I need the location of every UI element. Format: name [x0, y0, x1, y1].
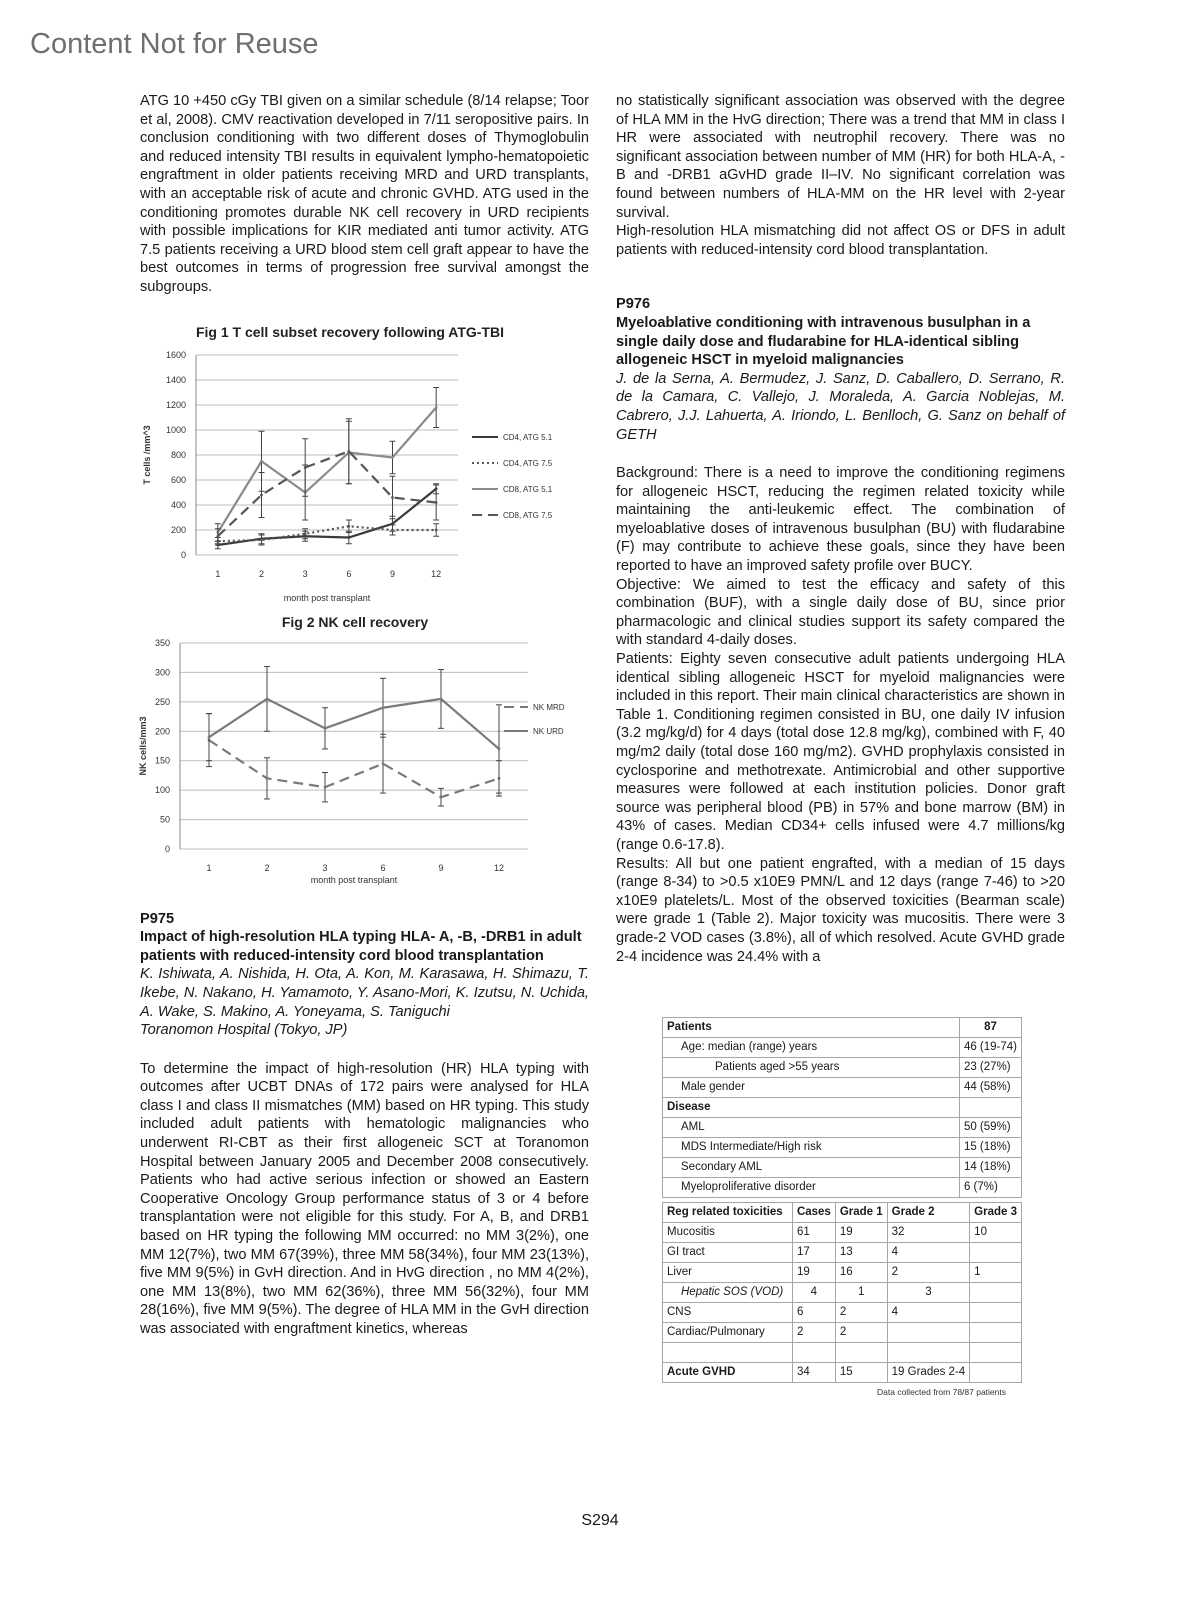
table2-header-row — [663, 1203, 1022, 1223]
y-tick-label: 350 — [154, 637, 170, 648]
data-point — [391, 528, 394, 531]
data-point — [260, 538, 263, 541]
legend-label: CD8, ATG 5.1 — [503, 484, 553, 494]
chart-fig1 — [140, 323, 553, 613]
x-tick-label: 6 — [346, 568, 352, 579]
table2-cell: 34 — [792, 1363, 835, 1383]
abstract-title-p975: Impact of high-resolution HLA typing HLA- A, -B, -DRB1 in adult patients with reduced-intensity cord blood transplantation — [140, 929, 582, 964]
table2-cell — [970, 1303, 1022, 1323]
y-tick-label: 800 — [170, 449, 186, 460]
y-tick-label: 50 — [159, 814, 170, 825]
table-note: Data collected from 78/87 patients — [877, 1387, 1006, 1397]
x-tick-label: 3 — [322, 862, 328, 873]
table1-row — [663, 1158, 1022, 1178]
abstract-body-p975: To determine the impact of high-resolution (HR) HLA typing with outcomes after UCBT DNAs of 172 pairs were analysed for HLA class I and class II mismatches (MM) based on HR typing. This study included adult patients with hematologic malignancies who underwent RI-CBT as their first allogeneic SCT at Toranomon Hospital between January 2005 and December 2008 consecutively. Patients who had active serious infection or showed an Eastern Cooperative Oncology Group performance status of 3 or 4 before transplantation were not eligible for this study. For A, B, and DRB1 based on HR typing the following MM occurred: no MM 3(2%), one MM 12(7%), two MM 67(39%), three MM 58(34%), four MM 23(13%), five MM 9(5%) in GvH direction. And in HvG direction , no MM 4(2%), one MM 13(8%), two MM 62(36%), three MM 56(32%), four MM 28(16%), five MM 9(5%). The degree of HLA MM in the GvH direction was associated with engraftment kinetics, whereas — [140, 1060, 589, 1337]
x-tick-label: 9 — [438, 862, 444, 873]
table2-cell: 19 Grades 2-4 — [887, 1363, 970, 1383]
table-toxicities — [662, 1202, 1022, 1383]
figure-2 — [140, 613, 589, 888]
tables-p976 — [662, 1017, 1022, 1397]
right-column — [616, 92, 1065, 966]
abstract-authors-p976: J. de la Serna, A. Bermudez, J. Sanz, D. Caballero, D. Serrano, R. de la Camara, C. Vallejo, J. Moraleda, A. Garcia Noblejas, M. Cabrero, J.J. Lahuerta, A. Iriondo, L. Benlloch, G. Sanz on behalf of GETH — [616, 370, 1065, 443]
table2-row — [663, 1303, 1022, 1323]
table1-label: Age: median (range) years — [663, 1038, 960, 1058]
data-point — [435, 501, 438, 504]
table1-label: Male gender — [663, 1078, 960, 1098]
series-line — [218, 526, 436, 541]
data-point — [347, 449, 350, 452]
table2-row — [663, 1223, 1022, 1243]
table2-cell — [970, 1363, 1022, 1383]
abstract-number-p976: P976 — [616, 296, 651, 313]
y-tick-label: 250 — [154, 696, 170, 707]
data-point — [382, 762, 385, 765]
table-patient-characteristics — [662, 1017, 1022, 1198]
legend-label: NK MRD — [533, 702, 565, 712]
table2-cell: 19 — [792, 1263, 835, 1283]
legend-label: NK URD — [533, 726, 564, 736]
table2-cell — [887, 1343, 970, 1363]
table1-value: 50 (59%) — [959, 1118, 1021, 1138]
table2-header-cell: Grade 3 — [970, 1203, 1022, 1223]
table2-cell: 2 — [835, 1303, 887, 1323]
data-point — [266, 777, 269, 780]
left-top-paragraph: ATG 10 +450 cGy TBI given on a similar schedule (8/14 relapse; Toor et al, 2008). CMV reactivation developed in 7/11 seropositive pairs. In conclusion conditioning with two different doses of Thymoglobulin and reduced intensity TBI results in equivalent lympho-hematopoietic engraftment in older patients receiving MRD and URD transplants, with an acceptable risk of acute and chronic GVHD. ATG used in the conditioning promotes durable NK cell recovery in URD recipients with possible implications for KIR mediated anti tumor activity. ATG 7.5 patients receiving a URD blood stem cell graft appear to have the best outcomes in terms of progression free survival amongst the subgroups. — [140, 93, 589, 295]
table2-row — [663, 1263, 1022, 1283]
table1-row — [663, 1178, 1022, 1198]
table2-cell: 1 — [835, 1283, 887, 1303]
page-number: S294 — [581, 1512, 619, 1529]
data-point — [498, 747, 501, 750]
series-line — [209, 740, 499, 797]
x-tick-label: 12 — [431, 568, 442, 579]
data-point — [391, 496, 394, 499]
table2-cell: 2 — [835, 1323, 887, 1343]
table1-value: 14 (18%) — [959, 1158, 1021, 1178]
table2-cell: 6 — [792, 1303, 835, 1323]
table2-cell: 17 — [792, 1243, 835, 1263]
y-tick-label: 1400 — [165, 374, 186, 385]
y-tick-label: 0 — [180, 549, 186, 560]
table2-cell — [970, 1283, 1022, 1303]
table1-row — [663, 1098, 1022, 1118]
table2-cell: 16 — [835, 1263, 887, 1283]
table1-value: 15 (18%) — [959, 1138, 1021, 1158]
table1-row — [663, 1018, 1022, 1038]
abstract-continuation-p975: no statistically significant association was observed with the degree of HLA MM in the HvG direction; There was a trend that MM in class I HR were associated with neutrophil recovery. There was no significant association between number of MM (HR) for both HLA-A, -B and -DRB1 aGvHD grade II–IV. No significant correlation was found between numbers of HLA-MM on the HR level with 2-year survival. — [616, 93, 1065, 221]
chart-fig2 — [140, 613, 580, 888]
abstract-authors-p975: K. Ishiwata, A. Nishida, H. Ota, A. Kon, M. Karasawa, H. Shimazu, T. Ikebe, N. Nakano, H. Yamamoto, Y. Asano-Mori, K. Izutsu, N. Uchida, A. Wake, S. Makino, A. Yoneyama, S. Taniguchi — [140, 966, 589, 1020]
data-point — [382, 706, 385, 709]
table2-header-cell: Grade 1 — [835, 1203, 887, 1223]
table2-cell: 4 — [887, 1303, 970, 1323]
abstract-institution-p975: Toranomon Hospital (Tokyo, JP) — [140, 1022, 348, 1039]
table2-cell — [663, 1343, 793, 1363]
table2-cell: 13 — [835, 1243, 887, 1263]
data-point — [435, 406, 438, 409]
abstract-results-p976: Results: All but one patient engrafted, with a median of 15 days (range 8-34) to >0.5 x10E9 PMN/L and 12 days (range 7-46) to >20 x10E9 platelets/L. Most of the observed toxicities (Bearman scale) were grade 1 (Table 2). Major toxicity was mucositis. There were 3 grade-2 VOD cases (3.8%), all of which resolved. Acute GVHD grade 2-4 incidence was 24.4% with a — [616, 855, 1065, 965]
table2-row — [663, 1283, 1022, 1303]
table2-cell: 10 — [970, 1223, 1022, 1243]
x-tick-label: 1 — [215, 568, 221, 579]
y-tick-label: 600 — [170, 474, 186, 485]
x-tick-label: 12 — [493, 862, 505, 873]
table2-cell: Mucositis — [663, 1223, 793, 1243]
table2-cell: CNS — [663, 1303, 793, 1323]
x-tick-label: 6 — [380, 862, 386, 873]
table2-header-cell: Cases — [792, 1203, 835, 1223]
data-point — [391, 456, 394, 459]
y-tick-label: 0 — [164, 843, 170, 854]
data-point — [347, 524, 350, 527]
table2-row — [663, 1343, 1022, 1363]
watermark: Content Not for Reuse — [30, 28, 319, 60]
table1-label: Disease — [663, 1098, 960, 1118]
table2-cell: GI tract — [663, 1243, 793, 1263]
table2-cell — [970, 1343, 1022, 1363]
abstract-patients-p976: Patients: Eighty seven consecutive adult patients undergoing HLA identical sibling allogeneic HSCT for myeloid malignancies were included in this report. Their main clinical characteristics are shown in Table 1. Conditioning regimen consisted in BU, one daily IV infusion (3.2 mg/kg/d) for 4 days (total dose 12.8 mg/kg), combined with F, 40 mg/m2 daily (total dose 160 mg/m2). GVHD prophylaxis consisted in cyclosporine and methotrexate. Antimicrobial and other supportive measures were followed at each institution policies. Donor graft source was peripheral blood (PB) in 57% and bone marrow (BM) in 43% of cases. Median CD34+ cells infused were 4.7 millions/kg (range 0.6-17.8). — [616, 651, 1065, 853]
table1-label: AML — [663, 1118, 960, 1138]
legend-label: CD4, ATG 7.5 — [503, 458, 553, 468]
x-tick-label: 3 — [302, 568, 308, 579]
table2-row — [663, 1363, 1022, 1383]
data-point — [304, 532, 307, 535]
y-tick-label: 1600 — [165, 349, 186, 360]
table1-row — [663, 1118, 1022, 1138]
abstract-background-p976: Background: There is a need to improve the conditioning regimens for allogeneic HSCT, reducing the regimen related toxicity while maintaining the anti-leukemic effect. The combination of myeloablative doses of intravenous busulphan (BU) with fludarabine (F) may contribute to achieve these goals, since they have been reported to have an improved safety profile over BUCY. — [616, 465, 1065, 575]
data-point — [260, 493, 263, 496]
table1-label: MDS Intermediate/High risk — [663, 1138, 960, 1158]
legend-label: CD8, ATG 7.5 — [503, 510, 553, 520]
table1-row — [663, 1058, 1022, 1078]
chart-title: Fig 1 T cell subset recovery following ATG-TBI — [195, 323, 505, 340]
data-point — [324, 726, 327, 729]
y-axis-label: NK cells/mm3 — [138, 716, 148, 776]
y-tick-label: 400 — [170, 499, 186, 510]
data-point — [324, 785, 327, 788]
table2-cell: Liver — [663, 1263, 793, 1283]
chart-title: Fig 2 NK cell recovery — [281, 613, 429, 630]
table1-label: Myeloproliferative disorder — [663, 1178, 960, 1198]
y-tick-label: 1000 — [165, 424, 186, 435]
data-point — [304, 466, 307, 469]
table2-cell: 1 — [970, 1263, 1022, 1283]
abstract-number-p975: P975 — [140, 910, 175, 927]
table1-value: 44 (58%) — [959, 1078, 1021, 1098]
table2-cell: 4 — [792, 1283, 835, 1303]
figure-1 — [140, 323, 589, 613]
table2-cell — [970, 1243, 1022, 1263]
table2-cell: 15 — [835, 1363, 887, 1383]
abstract-objective-p976: Objective: We aimed to test the efficacy and safety of this combination (BUF), with a single daily dose of BU, since prior pharmacologic and clinical studies support its safety compared the with standard 4-daily doses. — [616, 576, 1065, 649]
y-tick-label: 150 — [154, 755, 170, 766]
y-tick-label: 100 — [154, 784, 170, 795]
table2-cell: 19 — [835, 1223, 887, 1243]
table2-cell: 61 — [792, 1223, 835, 1243]
x-axis-label: month post transplant — [283, 592, 371, 603]
data-point — [435, 528, 438, 531]
table2-cell: 2 — [887, 1263, 970, 1283]
data-point — [347, 536, 350, 539]
y-tick-label: 200 — [154, 725, 170, 736]
table1-value: 46 (19-74) — [959, 1038, 1021, 1058]
table1-label: Patients — [663, 1018, 960, 1038]
abstract-title-p976: Myeloablative conditioning with intravenous busulphan in a single daily dose and fludarabine for HLA-identical sibling allogeneic HSCT in myeloid malignancies — [616, 314, 1031, 369]
y-tick-label: 1200 — [165, 399, 186, 410]
y-tick-label: 300 — [154, 666, 170, 677]
table1-row — [663, 1138, 1022, 1158]
table2-cell: 32 — [887, 1223, 970, 1243]
x-tick-label: 2 — [264, 862, 270, 873]
table1-value: 6 (7%) — [959, 1178, 1021, 1198]
x-tick-label: 9 — [389, 568, 396, 579]
table1-row — [663, 1038, 1022, 1058]
table2-cell — [835, 1343, 887, 1363]
data-point — [266, 697, 269, 700]
data-point — [440, 795, 443, 798]
table2-header-cell: Reg related toxicities — [663, 1203, 793, 1223]
table2-cell: Acute GVHD — [663, 1363, 793, 1383]
table1-label: Secondary AML — [663, 1158, 960, 1178]
table2-cell: Hepatic SOS (VOD) — [663, 1283, 793, 1303]
table1-row — [663, 1078, 1022, 1098]
x-tick-label: 1 — [206, 862, 212, 873]
table2-cell: 3 — [887, 1283, 970, 1303]
table1-value: 87 — [959, 1018, 1021, 1038]
series-line — [218, 488, 436, 544]
table2-cell — [887, 1323, 970, 1343]
abstract-conclusion-p975: High-resolution HLA mismatching did not affect OS or DFS in adult patients with reduced-intensity cord blood transplantation. — [616, 223, 1065, 258]
table2-cell — [792, 1343, 835, 1363]
data-point — [216, 534, 219, 537]
table1-value — [959, 1098, 1021, 1118]
legend-label: CD4, ATG 5.1 — [503, 432, 553, 442]
table2-row — [663, 1323, 1022, 1343]
table1-value: 23 (27%) — [959, 1058, 1021, 1078]
table1-label: Patients aged >55 years — [663, 1058, 960, 1078]
data-point — [260, 459, 263, 462]
table2-cell: Cardiac/Pulmonary — [663, 1323, 793, 1343]
table2-row — [663, 1243, 1022, 1263]
table2-cell: 4 — [887, 1243, 970, 1263]
x-axis-label: month post transplant — [310, 874, 398, 885]
series-line — [218, 451, 436, 536]
series-line — [209, 698, 499, 748]
table2-cell — [970, 1323, 1022, 1343]
data-point — [440, 697, 443, 700]
y-tick-label: 200 — [170, 524, 186, 535]
x-tick-label: 2 — [258, 568, 265, 579]
data-point — [208, 735, 211, 738]
table2-cell: 2 — [792, 1323, 835, 1343]
table2-header-cell: Grade 2 — [887, 1203, 970, 1223]
y-axis-label: T cells /mm^3 — [142, 424, 152, 485]
left-column — [140, 92, 589, 1339]
